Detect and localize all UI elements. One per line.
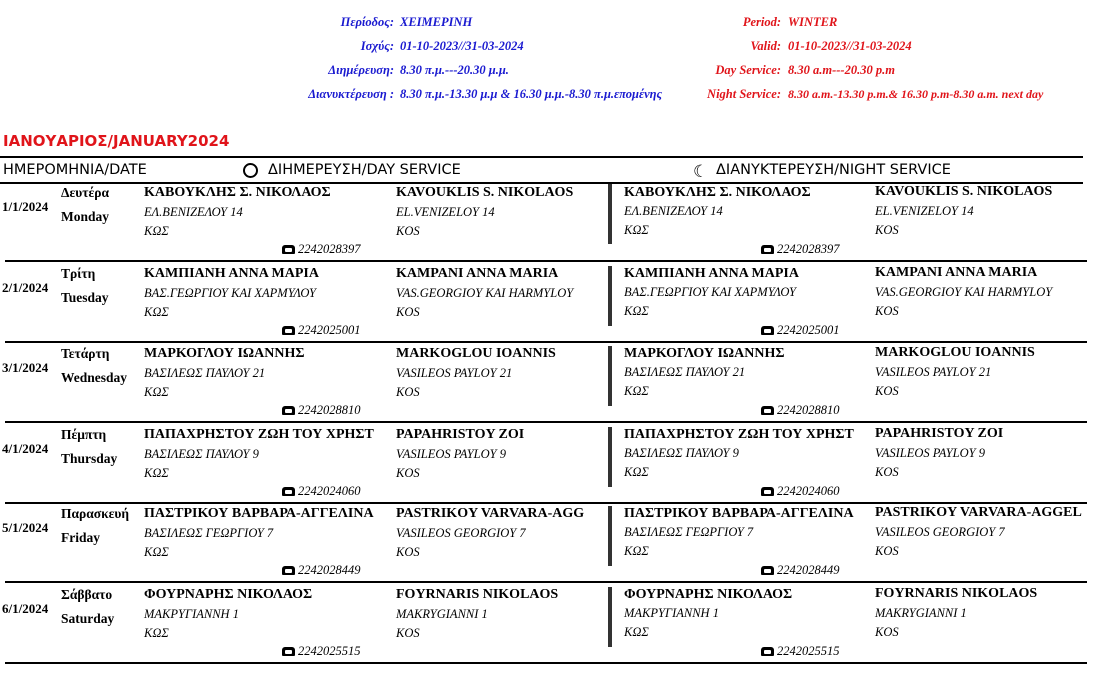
phone-number: 2242025001 <box>777 323 840 337</box>
night-pharmacy-name-gr: ΠΑΠΑΧΡΗΣΤΟΥ ΖΩΗ ΤΟΥ ΧΡΗΣΤ <box>624 427 854 442</box>
day-pharmacy-address-gr: ΒΑΣΙΛΕΩΣ ΠΑΥΛΟΥ 21 <box>144 366 266 380</box>
day-pharmacy-address-gr: ΕΛ.ΒΕΝΙΖΕΛΟΥ 14 <box>144 205 243 219</box>
day-service-column-header: ΔΙΗΜΕΡΕΥΣΗ/DAY SERVICE <box>268 162 461 178</box>
column-divider <box>608 587 612 647</box>
table-row <box>0 182 1103 262</box>
row-divider <box>5 581 1087 583</box>
night-pharmacy-name-en: KAMPANI ANNA MARIA <box>875 265 1038 280</box>
night-pharmacy-city-gr: ΚΩΣ <box>624 465 649 479</box>
night-service-label-en: Night Service: <box>707 87 781 101</box>
day-pharmacy-name-gr: ΠΑΠΑΧΡΗΣΤΟΥ ΖΩΗ ΤΟΥ ΧΡΗΣΤ <box>144 427 374 442</box>
weekday-gr: Παρασκευή <box>61 506 130 521</box>
weekday-en: Tuesday <box>61 290 109 305</box>
date-cell: 2/1/2024 <box>2 280 49 295</box>
night-pharmacy-name-gr: ΦΟΥΡΝΑΡΗΣ ΝΙΚΟΛΑΟΣ <box>624 587 793 602</box>
night-pharmacy-address-gr: ΒΑΣΙΛΕΩΣ ΓΕΩΡΓΙΟΥ 7 <box>624 525 754 539</box>
night-pharmacy-address-en: EL.VENIZELOY 14 <box>875 204 974 218</box>
day-pharmacy-city-en: KOS <box>396 545 420 559</box>
night-pharmacy-city-gr: ΚΩΣ <box>624 223 649 237</box>
table-row <box>0 343 1103 423</box>
night-pharmacy-address-en: VASILEOS PAYLOY 9 <box>875 446 985 460</box>
day-pharmacy-city-gr: ΚΩΣ <box>144 466 169 480</box>
phone-icon <box>282 647 295 656</box>
day-pharmacy-name-en: PAPAHRISTOY ZOI <box>396 427 525 442</box>
day-pharmacy-city-gr: ΚΩΣ <box>144 305 169 319</box>
phone-icon <box>761 487 774 496</box>
night-pharmacy-city-gr: ΚΩΣ <box>624 544 649 558</box>
night-pharmacy-phone <box>761 484 840 499</box>
table-row <box>0 424 1103 504</box>
day-pharmacy-name-en: KAMPANI ANNA MARIA <box>396 266 559 281</box>
table-row <box>0 584 1103 664</box>
night-service-value-gr: 8.30 π.μ.-13.30 μ.μ & 16.30 μ.μ.-8.30 π.μ.επομένης <box>400 87 663 101</box>
weekday-en: Monday <box>61 209 110 224</box>
night-pharmacy-phone <box>761 323 840 338</box>
phone-icon <box>761 406 774 415</box>
phone-icon <box>761 245 774 254</box>
day-pharmacy-name-en: FOYRNARIS NIKOLAOS <box>396 587 559 602</box>
period-value-gr: ΧΕΙΜΕΡΙΝΗ <box>400 15 473 29</box>
day-pharmacy-address-gr: ΒΑΣ.ΓΕΩΡΓΙΟΥ ΚΑΙ ΧΑΡΜΥΛΟΥ <box>144 286 316 300</box>
date-column-header: ΗΜΕΡΟΜΗΝΙΑ/DATE <box>3 162 147 178</box>
day-pharmacy-city-gr: ΚΩΣ <box>144 385 169 399</box>
day-pharmacy-address-en: VAS.GEORGIOY KAI HARMYLOY <box>396 286 574 300</box>
period-label-gr: Περίοδος: <box>340 15 394 29</box>
day-service-label-en: Day Service: <box>715 63 781 77</box>
phone-number: 2242024060 <box>298 484 361 498</box>
column-divider <box>608 506 612 566</box>
weekday-gr: Τετάρτη <box>61 346 110 361</box>
phone-icon <box>761 647 774 656</box>
phone-number: 2242025001 <box>298 323 361 337</box>
month-title: ΙΑΝΟΥΑΡΙΟΣ/JANUARY2024 <box>3 132 230 150</box>
day-pharmacy-city-en: KOS <box>396 305 420 319</box>
night-pharmacy-city-en: KOS <box>875 304 899 318</box>
night-pharmacy-name-gr: ΠΑΣΤΡΙΚΟΥ ΒΑΡΒΑΡΑ-ΑΓΓΕΛΙΝΑ <box>624 506 854 521</box>
date-cell: 4/1/2024 <box>2 441 49 456</box>
weekday-en: Wednesday <box>61 370 128 385</box>
night-pharmacy-address-en: MAKRYGIANNI 1 <box>875 606 967 620</box>
date-cell: 1/1/2024 <box>2 199 49 214</box>
night-pharmacy-phone <box>761 563 840 578</box>
moon-icon: ☾ <box>693 162 709 182</box>
day-pharmacy-city-en: KOS <box>396 626 420 640</box>
day-pharmacy-name-gr: ΠΑΣΤΡΙΚΟΥ ΒΑΡΒΑΡΑ-ΑΓΓΕΛΙΝΑ <box>144 506 374 521</box>
night-pharmacy-name-gr: ΚΑΜΠΙΑΝΗ ΑΝΝΑ ΜΑΡΙΑ <box>624 266 799 281</box>
day-pharmacy-address-en: VASILEOS PAYLOY 9 <box>396 447 506 461</box>
night-pharmacy-address-gr: ΒΑΣ.ΓΕΩΡΓΙΟΥ ΚΑΙ ΧΑΡΜΥΛΟΥ <box>624 285 796 299</box>
night-pharmacy-phone <box>761 242 840 257</box>
column-divider <box>608 184 612 244</box>
night-pharmacy-city-en: KOS <box>875 223 899 237</box>
phone-number: 2242024060 <box>777 484 840 498</box>
night-pharmacy-name-gr: ΜΑΡΚΟΓΛΟΥ ΙΩΑΝΝΗΣ <box>624 346 785 361</box>
phone-number: 2242025515 <box>777 644 840 658</box>
phone-icon <box>282 406 295 415</box>
night-pharmacy-name-en: PASTRIKOY VARVARA-AGGEL <box>875 505 1082 520</box>
valid-label-en: Valid: <box>750 39 781 53</box>
phone-number: 2242028449 <box>777 563 840 577</box>
day-pharmacy-city-en: KOS <box>396 224 420 238</box>
day-pharmacy-name-en: PASTRIKOY VARVARA-AGG <box>396 506 585 521</box>
day-pharmacy-name-gr: ΦΟΥΡΝΑΡΗΣ ΝΙΚΟΛΑΟΣ <box>144 587 313 602</box>
weekday-en: Friday <box>61 530 100 545</box>
column-header <box>0 156 1083 184</box>
column-divider <box>608 346 612 406</box>
day-pharmacy-name-gr: ΜΑΡΚΟΓΛΟΥ ΙΩΑΝΝΗΣ <box>144 346 305 361</box>
night-pharmacy-city-gr: ΚΩΣ <box>624 384 649 398</box>
day-pharmacy-phone <box>282 323 361 338</box>
day-service-value-gr: 8.30 π.μ.---20.30 μ.μ. <box>400 63 509 77</box>
day-pharmacy-city-gr: ΚΩΣ <box>144 545 169 559</box>
weekday-gr: Δευτέρα <box>61 185 109 200</box>
phone-number: 2242028449 <box>298 563 361 577</box>
day-pharmacy-name-gr: ΚΑΜΠΙΑΝΗ ΑΝΝΑ ΜΑΡΙΑ <box>144 266 319 281</box>
day-pharmacy-address-en: VASILEOS PAYLOY 21 <box>396 366 513 380</box>
table-row <box>0 263 1103 343</box>
day-pharmacy-city-gr: ΚΩΣ <box>144 626 169 640</box>
day-pharmacy-address-en: EL.VENIZELOY 14 <box>396 205 495 219</box>
day-pharmacy-name-gr: ΚΑΒΟΥΚΛΗΣ Σ. ΝΙΚΟΛΑΟΣ <box>144 185 331 200</box>
night-pharmacy-address-en: VASILEOS GEORGIOY 7 <box>875 525 1005 539</box>
day-pharmacy-phone <box>282 242 361 257</box>
day-pharmacy-phone <box>282 484 361 499</box>
phone-number: 2242028397 <box>777 242 840 256</box>
day-pharmacy-phone <box>282 403 361 418</box>
night-pharmacy-address-gr: ΒΑΣΙΛΕΩΣ ΠΑΥΛΟΥ 9 <box>624 446 739 460</box>
column-divider <box>608 266 612 326</box>
sun-icon <box>243 163 258 178</box>
valid-value-en: 01-10-2023//31-03-2024 <box>788 39 912 53</box>
night-pharmacy-city-en: KOS <box>875 465 899 479</box>
night-service-label-gr: Διανυκτέρευση : <box>308 87 394 101</box>
night-pharmacy-name-en: FOYRNARIS NIKOLAOS <box>875 586 1038 601</box>
night-pharmacy-city-en: KOS <box>875 544 899 558</box>
weekday-gr: Τρίτη <box>61 266 96 281</box>
period-value-en: WINTER <box>788 15 838 29</box>
date-cell: 3/1/2024 <box>2 360 49 375</box>
table-row <box>0 503 1103 583</box>
weekday-en: Thursday <box>61 451 118 466</box>
phone-icon <box>282 245 295 254</box>
day-pharmacy-address-en: VASILEOS GEORGIOY 7 <box>396 526 526 540</box>
night-pharmacy-name-gr: ΚΑΒΟΥΚΛΗΣ Σ. ΝΙΚΟΛΑΟΣ <box>624 185 811 200</box>
night-pharmacy-address-gr: ΒΑΣΙΛΕΩΣ ΠΑΥΛΟΥ 21 <box>624 365 746 379</box>
phone-icon <box>282 326 295 335</box>
day-service-label-gr: Διημέρευση: <box>328 63 394 77</box>
night-pharmacy-name-en: MARKOGLOU IOANNIS <box>875 345 1035 360</box>
phone-number: 2242028810 <box>777 403 840 417</box>
date-cell: 6/1/2024 <box>2 601 49 616</box>
row-divider <box>5 662 1087 664</box>
weekday-en: Saturday <box>61 611 115 626</box>
day-pharmacy-city-en: KOS <box>396 385 420 399</box>
night-pharmacy-address-en: VASILEOS PAYLOY 21 <box>875 365 992 379</box>
day-pharmacy-name-en: KAVOUKLIS S. NIKOLAOS <box>396 185 574 200</box>
night-pharmacy-city-gr: ΚΩΣ <box>624 625 649 639</box>
night-pharmacy-phone <box>761 644 840 659</box>
night-pharmacy-address-gr: ΜΑΚΡΥΓΙΑΝΝΗ 1 <box>624 606 719 620</box>
night-pharmacy-phone <box>761 403 840 418</box>
valid-label-gr: Ισχύς: <box>360 39 394 53</box>
night-pharmacy-city-en: KOS <box>875 384 899 398</box>
day-pharmacy-city-en: KOS <box>396 466 420 480</box>
day-pharmacy-phone <box>282 644 361 659</box>
day-service-value-en: 8.30 a.m---20.30 p.m <box>788 63 895 77</box>
night-pharmacy-address-en: VAS.GEORGIOY KAI HARMYLOY <box>875 285 1053 299</box>
night-service-column-header: ΔΙΑΝΥΚΤΕΡΕΥΣΗ/NIGHT SERVICE <box>716 162 951 178</box>
phone-number: 2242028810 <box>298 403 361 417</box>
day-pharmacy-address-gr: ΒΑΣΙΛΕΩΣ ΓΕΩΡΓΙΟΥ 7 <box>144 526 274 540</box>
day-pharmacy-address-en: MAKRYGIANNI 1 <box>396 607 488 621</box>
phone-icon <box>282 487 295 496</box>
date-cell: 5/1/2024 <box>2 520 49 535</box>
night-pharmacy-address-gr: ΕΛ.ΒΕΝΙΖΕΛΟΥ 14 <box>624 204 723 218</box>
night-pharmacy-city-gr: ΚΩΣ <box>624 304 649 318</box>
night-pharmacy-city-en: KOS <box>875 625 899 639</box>
phone-icon <box>761 566 774 575</box>
day-pharmacy-address-gr: ΒΑΣΙΛΕΩΣ ΠΑΥΛΟΥ 9 <box>144 447 259 461</box>
phone-icon <box>282 566 295 575</box>
day-pharmacy-name-en: MARKOGLOU IOANNIS <box>396 346 556 361</box>
weekday-gr: Πέμπτη <box>61 427 107 442</box>
night-pharmacy-name-en: PAPAHRISTOY ZOI <box>875 426 1004 441</box>
column-divider <box>608 427 612 487</box>
day-pharmacy-city-gr: ΚΩΣ <box>144 224 169 238</box>
weekday-gr: Σάββατο <box>61 587 113 602</box>
valid-value-gr: 01-10-2023//31-03-2024 <box>400 39 524 53</box>
period-label-en: Period: <box>742 15 781 29</box>
day-pharmacy-phone <box>282 563 361 578</box>
row-divider <box>5 260 1087 262</box>
phone-number: 2242025515 <box>298 644 361 658</box>
phone-icon <box>761 326 774 335</box>
night-service-value-en: 8.30 a.m.-13.30 p.m.& 16.30 p.m-8.30 a.m. next day <box>788 87 1044 101</box>
day-pharmacy-address-gr: ΜΑΚΡΥΓΙΑΝΝΗ 1 <box>144 607 239 621</box>
row-divider <box>5 421 1087 423</box>
night-pharmacy-name-en: KAVOUKLIS S. NIKOLAOS <box>875 184 1053 199</box>
phone-number: 2242028397 <box>298 242 361 256</box>
